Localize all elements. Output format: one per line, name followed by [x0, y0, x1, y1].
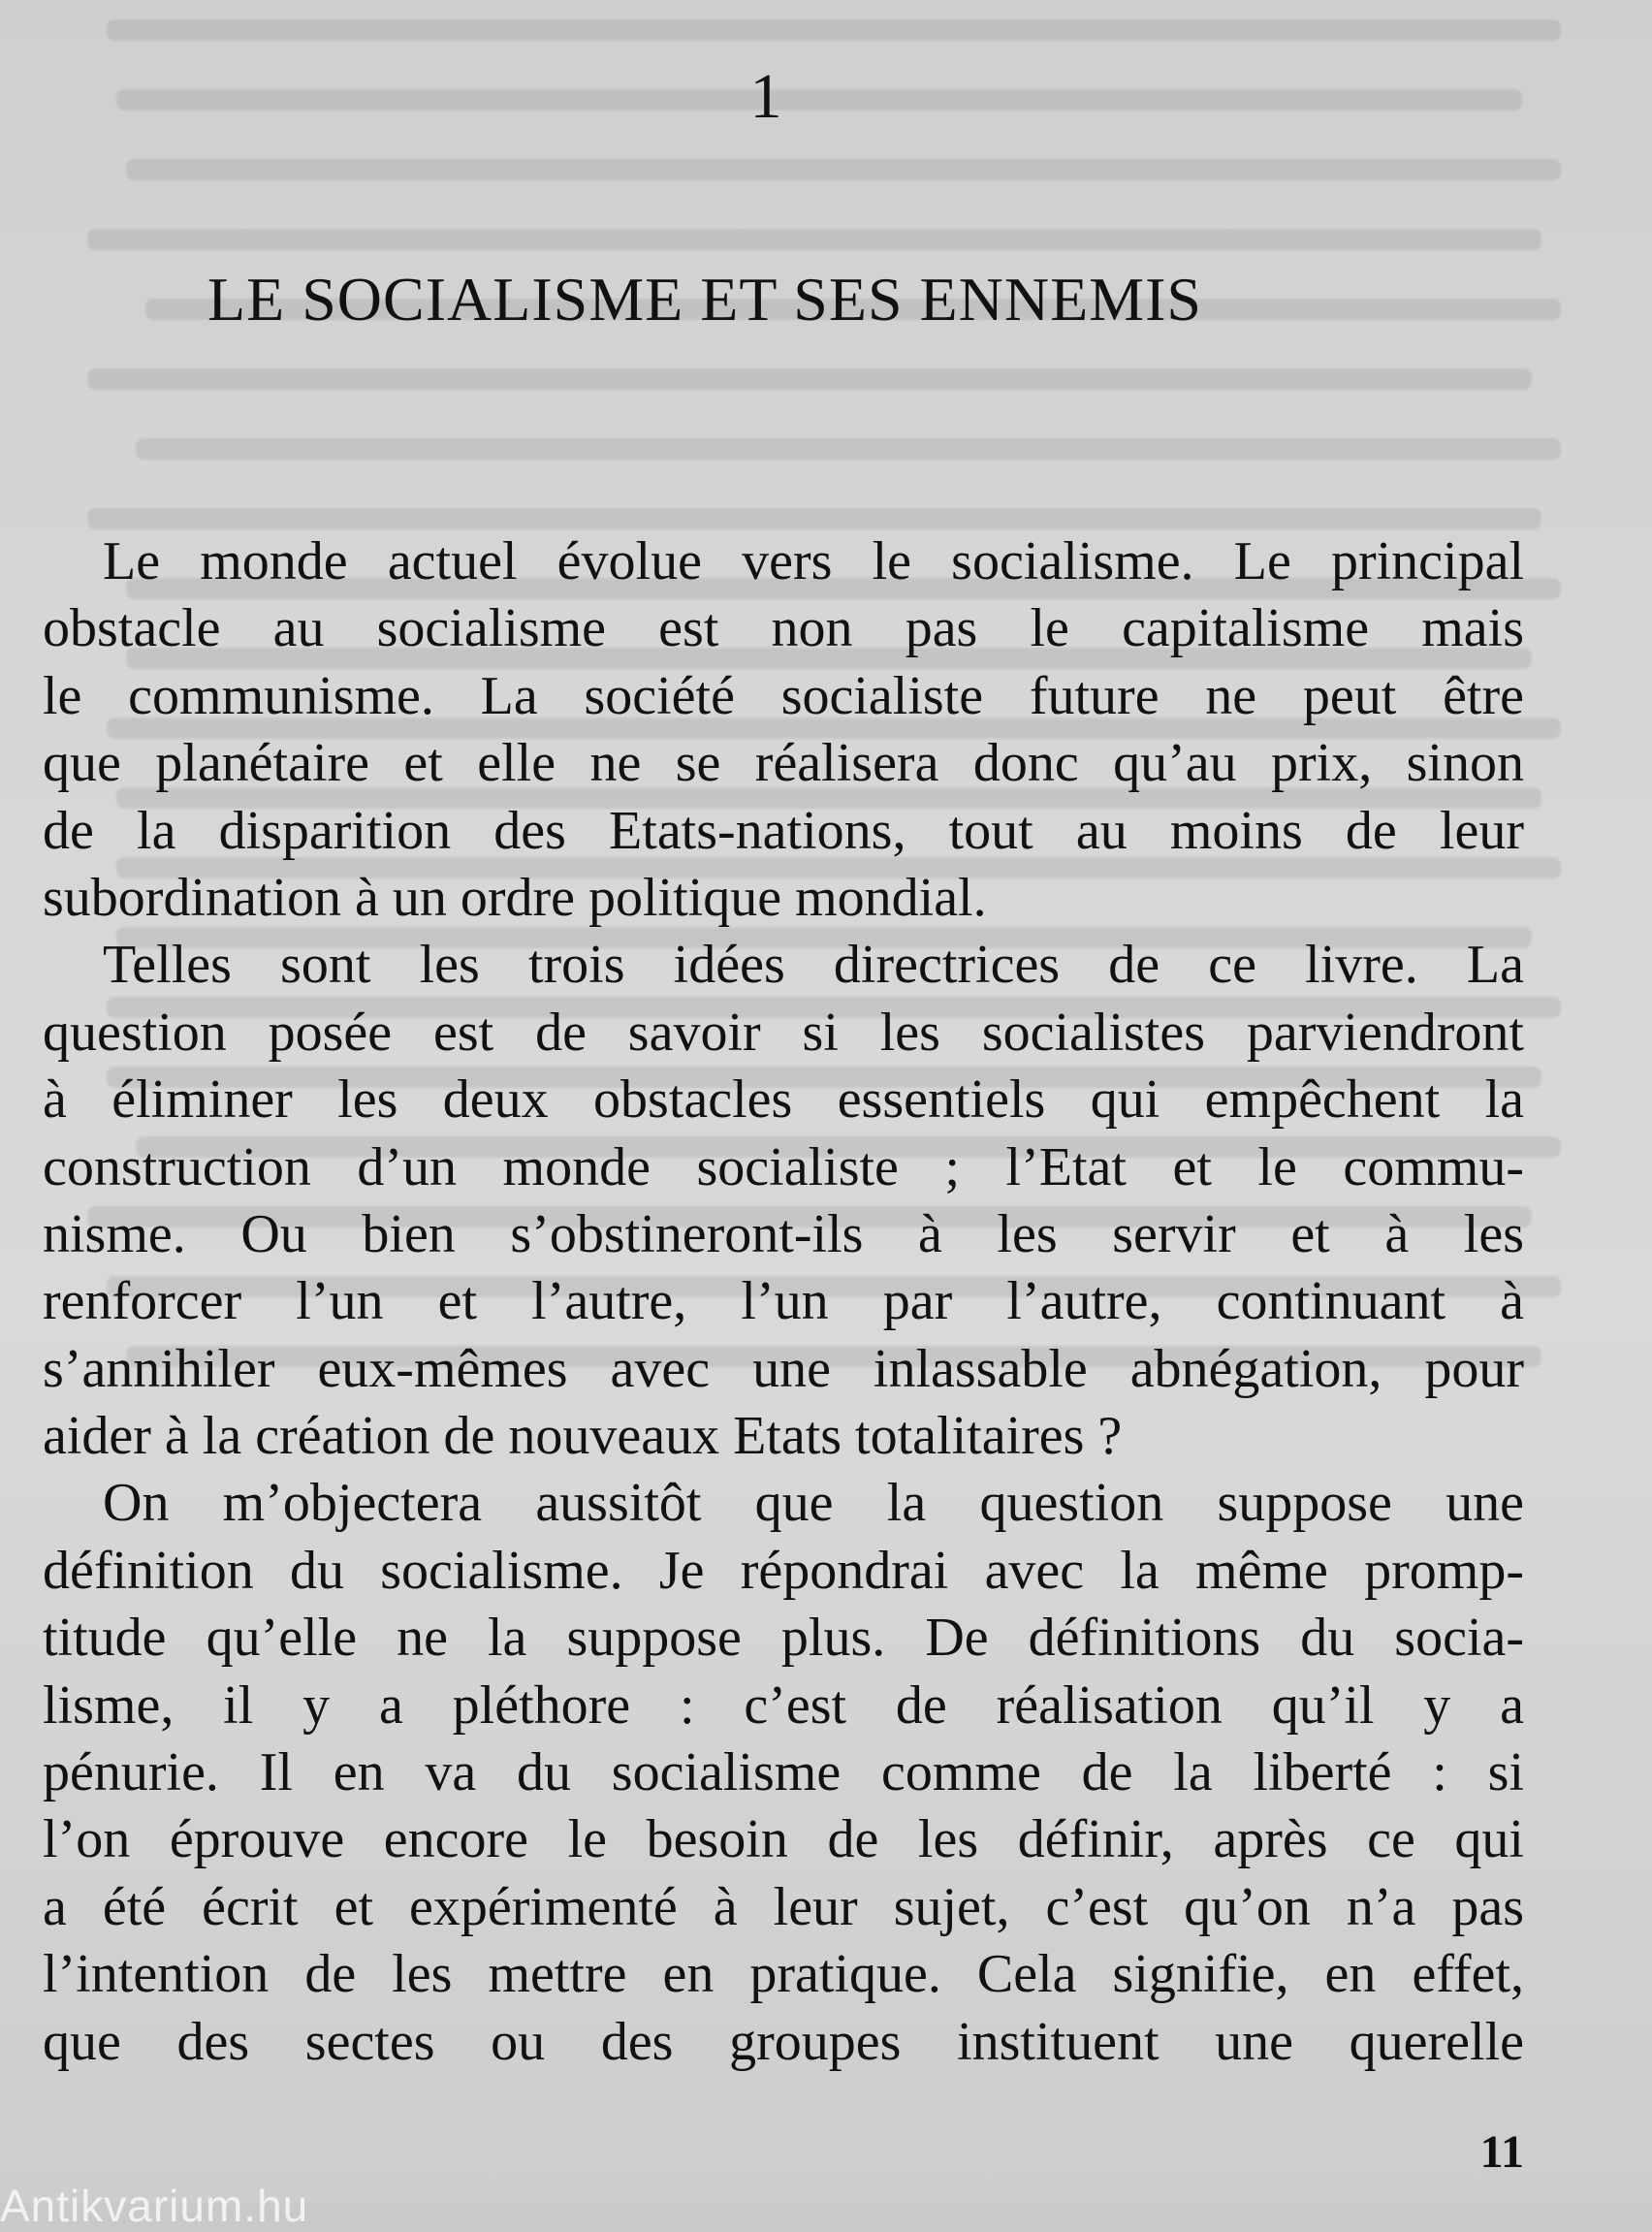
paragraph-3-line-1: On m’objectera aussitôt que la question suppose une: [103, 1473, 1524, 1534]
paragraph-3-line-4: lisme, il y a pléthore : c’est de réalisation qu’il y a: [43, 1674, 1524, 1736]
paragraph-3-line-7: a été écrit et expérimenté à leur sujet, c’est qu’on n’a pas: [43, 1876, 1524, 1937]
paragraph-1-line-6: subordination à un ordre politique mondial.: [43, 867, 987, 928]
body-text: [43, 528, 1524, 2076]
paragraph-3-line-9: que des sectes ou des groupes instituent une querelle: [43, 2011, 1524, 2072]
paragraph-3-line-5: pénurie. Il en va du socialisme comme de la liberté : si: [43, 1742, 1524, 1803]
paragraph-1-line-4: que planétaire et elle ne se réalisera donc qu’au prix, sinon: [43, 733, 1524, 794]
paragraph-2-line-8: aider à la création de nouveaux Etats totalitaires ?: [43, 1406, 1123, 1467]
paragraph-3-line-2: définition du socialisme. Je répondrai avec la même promp-: [43, 1540, 1524, 1601]
paragraph-1-line-5: de la disparition des Etats-nations, tout au moins de leur: [43, 800, 1524, 861]
paragraph-1-line-3: le communisme. La société socialiste future ne peut être: [43, 665, 1524, 726]
paragraph-3-line-6: l’on éprouve encore le besoin de les définir, après ce qui: [43, 1809, 1524, 1870]
paragraph-2-line-5: nisme. Ou bien s’obstineront-ils à les servir et à les: [43, 1203, 1524, 1264]
paragraph-2-line-6: renforcer l’un et l’autre, l’un par l’autre, continuant à: [43, 1271, 1524, 1332]
watermark: Antikvarium.hu: [0, 2181, 309, 2231]
chapter-title: LE SOCIALISME ET SES ENNEMIS: [207, 265, 1202, 334]
paragraph-2-line-2: question posée est de savoir si les socialistes parviendront: [43, 1002, 1524, 1063]
paragraph-2-line-7: s’annihiler eux-mêmes avec une inlassable abnégation, pour: [43, 1338, 1524, 1399]
paragraph-1-line-2: obstacle au socialisme est non pas le capitalisme mais: [43, 598, 1524, 659]
chapter-number: 1: [749, 61, 782, 132]
paragraph-2-line-1: Telles sont les trois idées directrices de ce livre. La: [103, 935, 1524, 996]
paragraph-3-line-8: l’intention de les mettre en pratique. Cela signifie, en effet,: [43, 1944, 1524, 2005]
page-number: 11: [1479, 2126, 1524, 2178]
paragraph-2-line-3: à éliminer les deux obstacles essentiels qui empêchent la: [43, 1069, 1524, 1131]
paragraph-3-line-3: titude qu’elle ne la suppose plus. De définitions du socia-: [43, 1608, 1524, 1669]
paragraph-2-line-4: construction d’un monde socialiste ; l’Etat et le commu-: [43, 1136, 1524, 1197]
paragraph-1-line-1: Le monde actuel évolue vers le socialisme. Le principal: [103, 531, 1524, 591]
